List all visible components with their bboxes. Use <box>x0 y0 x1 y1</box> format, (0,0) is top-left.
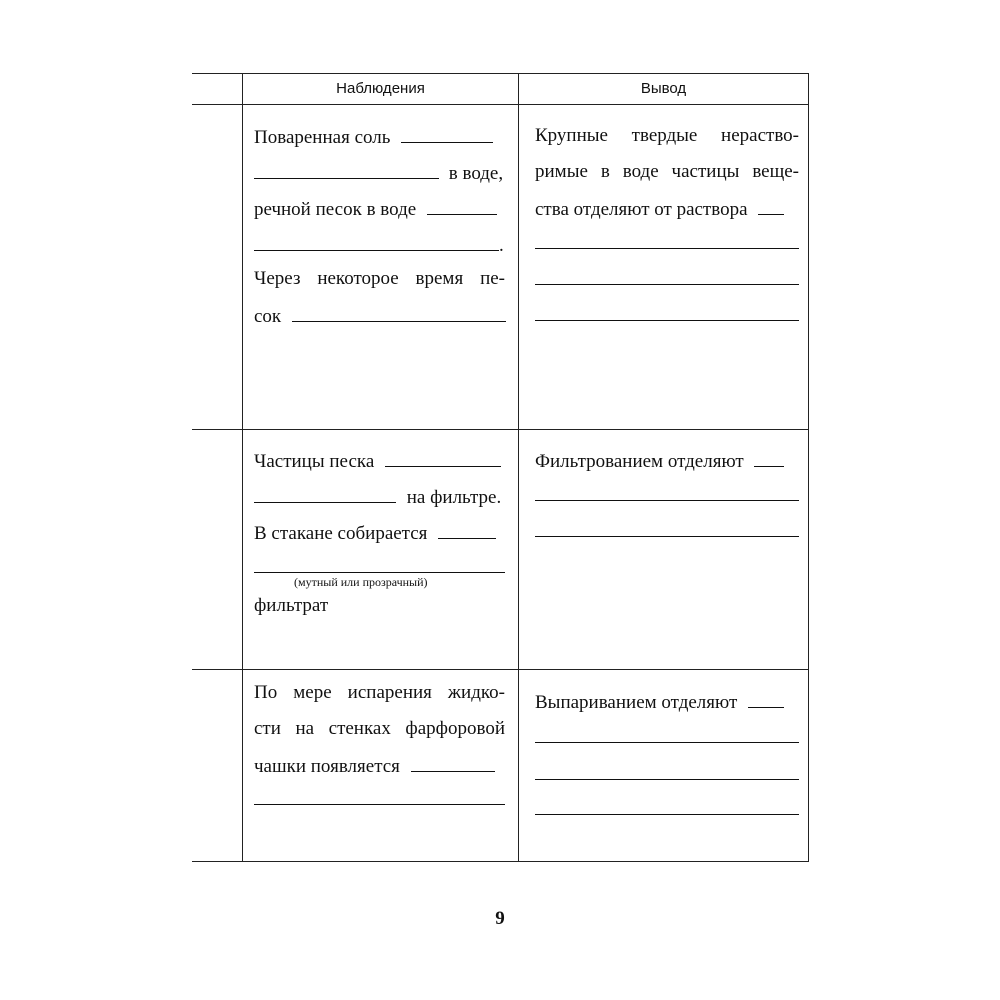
answer-blank[interactable] <box>758 196 784 215</box>
answer-blank[interactable] <box>254 232 499 251</box>
answer-blank[interactable] <box>535 742 799 743</box>
answer-blank[interactable] <box>535 536 799 537</box>
text: фильтрат <box>254 595 329 616</box>
text: сок <box>254 306 282 327</box>
text: Фильтрованием отделяют <box>535 451 744 472</box>
text: в воде, <box>448 163 504 184</box>
text: Поваренная соль <box>254 127 391 148</box>
answer-blank[interactable] <box>385 448 501 467</box>
answer-blank[interactable] <box>748 689 784 708</box>
answer-blank[interactable] <box>535 779 799 780</box>
text: Выпариванием отделяют <box>535 692 738 713</box>
text: речной песок в воде <box>254 199 417 220</box>
header-observations: Наблюдения <box>336 80 425 97</box>
answer-blank[interactable] <box>427 196 497 215</box>
column-divider <box>518 73 519 862</box>
text: римые в воде частицы веще- <box>535 161 799 182</box>
text: Частицы песка <box>254 451 375 472</box>
text: . <box>499 235 504 256</box>
answer-blank[interactable] <box>254 160 439 179</box>
answer-blank[interactable] <box>401 124 493 143</box>
answer-blank[interactable] <box>535 284 799 285</box>
table-right-border <box>808 73 809 862</box>
answer-blank[interactable] <box>292 303 506 322</box>
text: чашки появляется <box>254 756 400 777</box>
header-bottom-border <box>192 104 809 105</box>
hint-caption: (мутный или прозрачный) <box>294 575 428 589</box>
header-conclusion: Вывод <box>640 80 687 97</box>
answer-blank[interactable] <box>535 320 799 321</box>
answer-blank[interactable] <box>254 804 505 805</box>
row-divider <box>192 669 809 670</box>
column-divider <box>242 73 243 862</box>
text: на фильтре. <box>406 487 502 508</box>
answer-blank[interactable] <box>535 248 799 249</box>
row-divider <box>192 429 809 430</box>
text: сти на стенках фарфоровой <box>254 718 505 739</box>
text: По мере испарения жидко- <box>254 682 505 703</box>
text: Через некоторое время пе- <box>254 268 505 289</box>
answer-blank[interactable] <box>411 753 495 772</box>
text: Крупные твердые нераство- <box>535 125 799 146</box>
text: В стакане собирается <box>254 523 428 544</box>
answer-blank[interactable] <box>535 500 799 501</box>
answer-blank[interactable] <box>535 814 799 815</box>
answer-blank[interactable] <box>254 484 396 503</box>
answer-blank[interactable] <box>438 520 496 539</box>
answer-blank[interactable] <box>254 572 505 573</box>
answer-blank[interactable] <box>754 448 784 467</box>
table-bottom-border <box>192 861 809 862</box>
text: ства отделяют от раствора <box>535 199 748 220</box>
page-number: 9 <box>495 908 505 929</box>
